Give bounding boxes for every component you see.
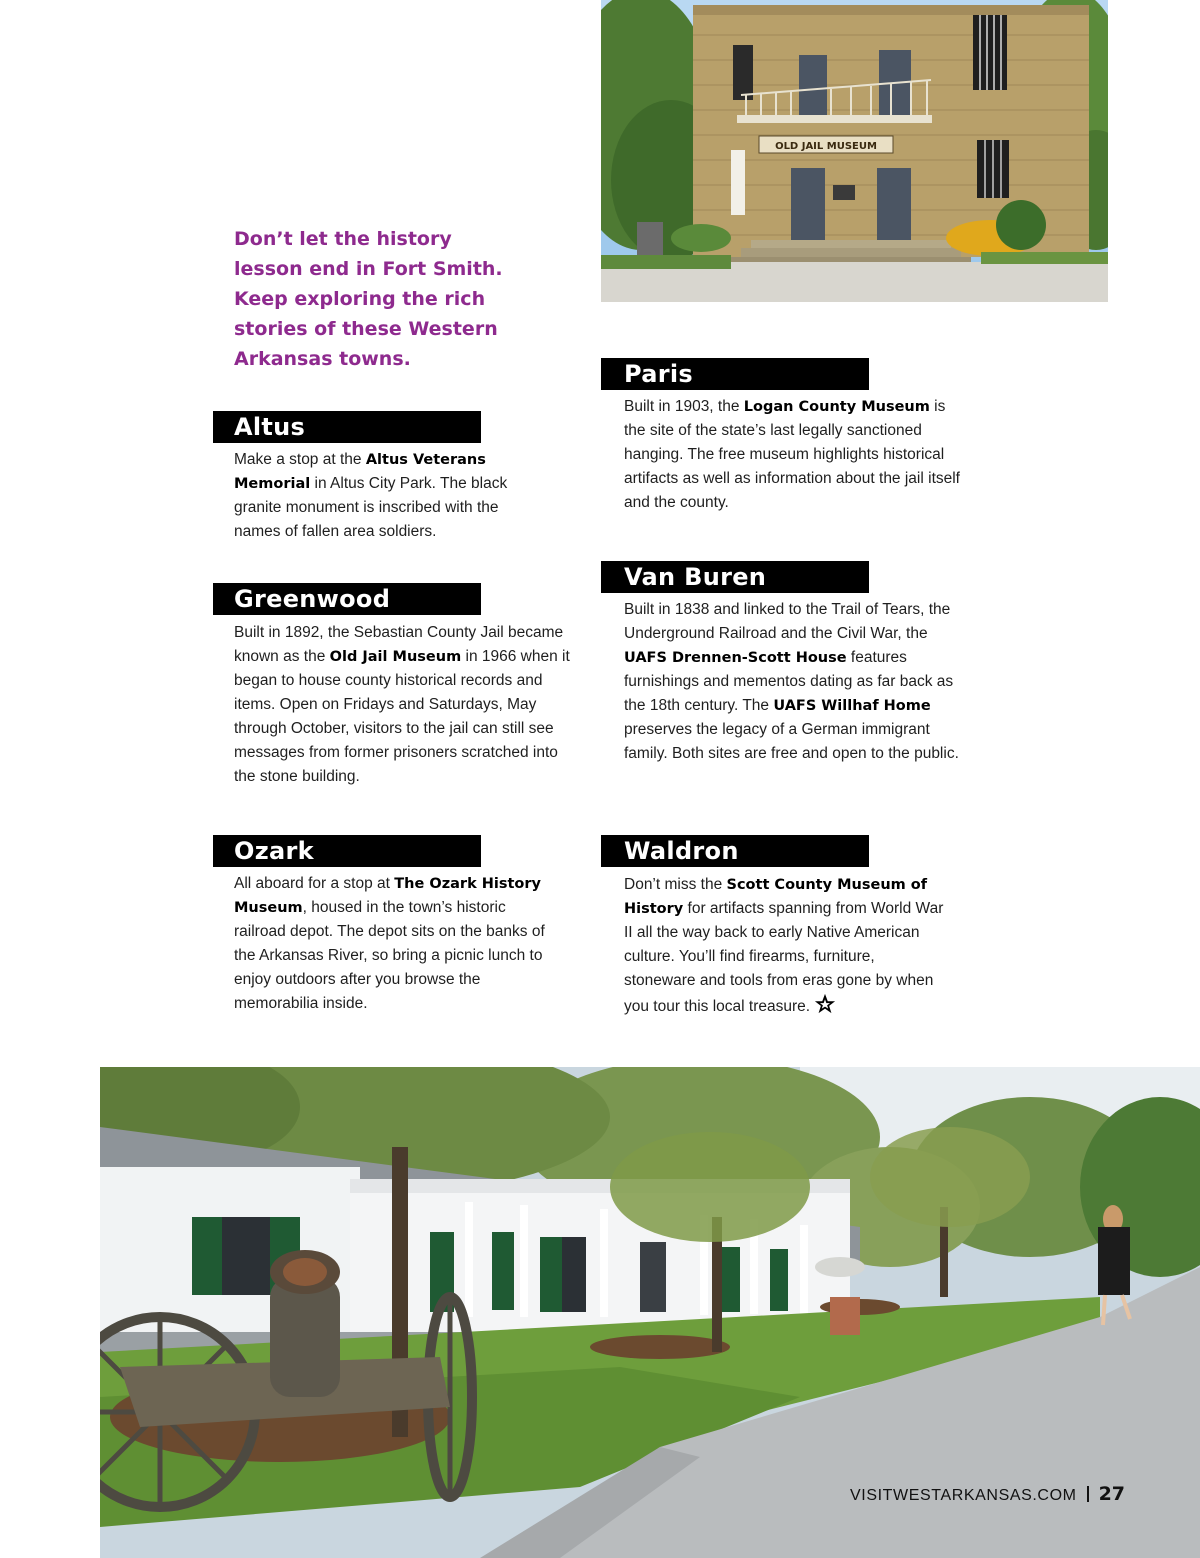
website-url: VISITWESTARKANSAS.COM (850, 1487, 1077, 1504)
section-header-altus: Altus (213, 411, 481, 443)
section-header-paris: Paris (601, 358, 869, 390)
body-text: in 1966 when it began to house county historical records and items. Open on Fridays and Saturdays, May through October, visitors to the jail can still see messages from former prisoners scratched into the stone building. (234, 648, 570, 785)
venue-name: Altus Veterans Memorial (234, 452, 486, 492)
body-text: Don’t miss the (624, 876, 727, 893)
section-header-waldron: Waldron (601, 835, 869, 867)
venue-name: UAFS Drennen-Scott House (624, 650, 847, 666)
section-header-greenwood: Greenwood (213, 583, 481, 615)
old-jail-museum-photo (601, 0, 1108, 302)
body-text: for artifacts spanning from World War II all the way back to early Native American culture. You’ll find firearms, furniture, stoneware and tools from eras gone by when you tour this local treasure. (624, 900, 944, 1015)
venue-name: Scott County Museum of History (624, 877, 928, 917)
section-body-ozark (234, 872, 554, 1016)
body-text: in Altus City Park. The black granite monument is inscribed with the names of fallen area soldiers. (234, 475, 508, 540)
body-text: Built in 1892, the Sebastian County Jail became known as the (234, 624, 564, 665)
section-header-van-buren: Van Buren (601, 561, 869, 593)
body-text: Make a stop at the (234, 451, 366, 468)
intro-line: stories of these Western (234, 318, 498, 340)
section-body-greenwood (234, 621, 570, 789)
section-header-ozark: Ozark (213, 835, 481, 867)
section-body-paris (624, 395, 969, 515)
body-text: preserves the legacy of a German immigrant family. Both sites are free and open to the public. (624, 721, 959, 762)
body-text: features furnishings and mementos dating as far back as the 18th century. The (624, 649, 954, 714)
venue-name: UAFS Willhaf Home (773, 698, 931, 714)
intro-line: lesson end in Fort Smith. (234, 258, 503, 280)
intro-text (234, 224, 524, 374)
venue-name: The Ozark History Museum (234, 876, 541, 916)
page-number: 27 (1098, 1483, 1126, 1505)
intro-line: Don’t let the history (234, 228, 452, 250)
body-text: , housed in the town’s historic railroad depot. The depot sits on the banks of the Arkansas River, so bring a picnic lunch to enjoy outdoors after you browse the memorabilia inside. (234, 899, 545, 1012)
intro-line: Arkansas towns. (234, 348, 411, 370)
venue-name: Logan County Museum (743, 399, 930, 415)
star-icon (814, 993, 836, 1023)
body-text: All aboard for a stop at (234, 875, 395, 892)
intro-line: Keep exploring the rich (234, 288, 486, 310)
footer-divider (1087, 1486, 1089, 1502)
page-footer (850, 1480, 1150, 1508)
section-body-van-buren (624, 598, 964, 766)
body-text: Built in 1903, the (624, 398, 744, 415)
venue-name: Old Jail Museum (329, 649, 462, 665)
jail-sign-text: OLD JAIL MUSEUM (775, 141, 877, 152)
section-body-altus (234, 448, 524, 544)
body-text: Built in 1838 and linked to the Trail of Tears, the Underground Railroad and the Civil War, the (624, 601, 951, 642)
section-body-waldron (624, 873, 944, 1023)
body-text: is the site of the state’s last legally sanctioned hanging. The free museum highlights historical artifacts as well as information about the jail itself and the county. (624, 398, 960, 511)
